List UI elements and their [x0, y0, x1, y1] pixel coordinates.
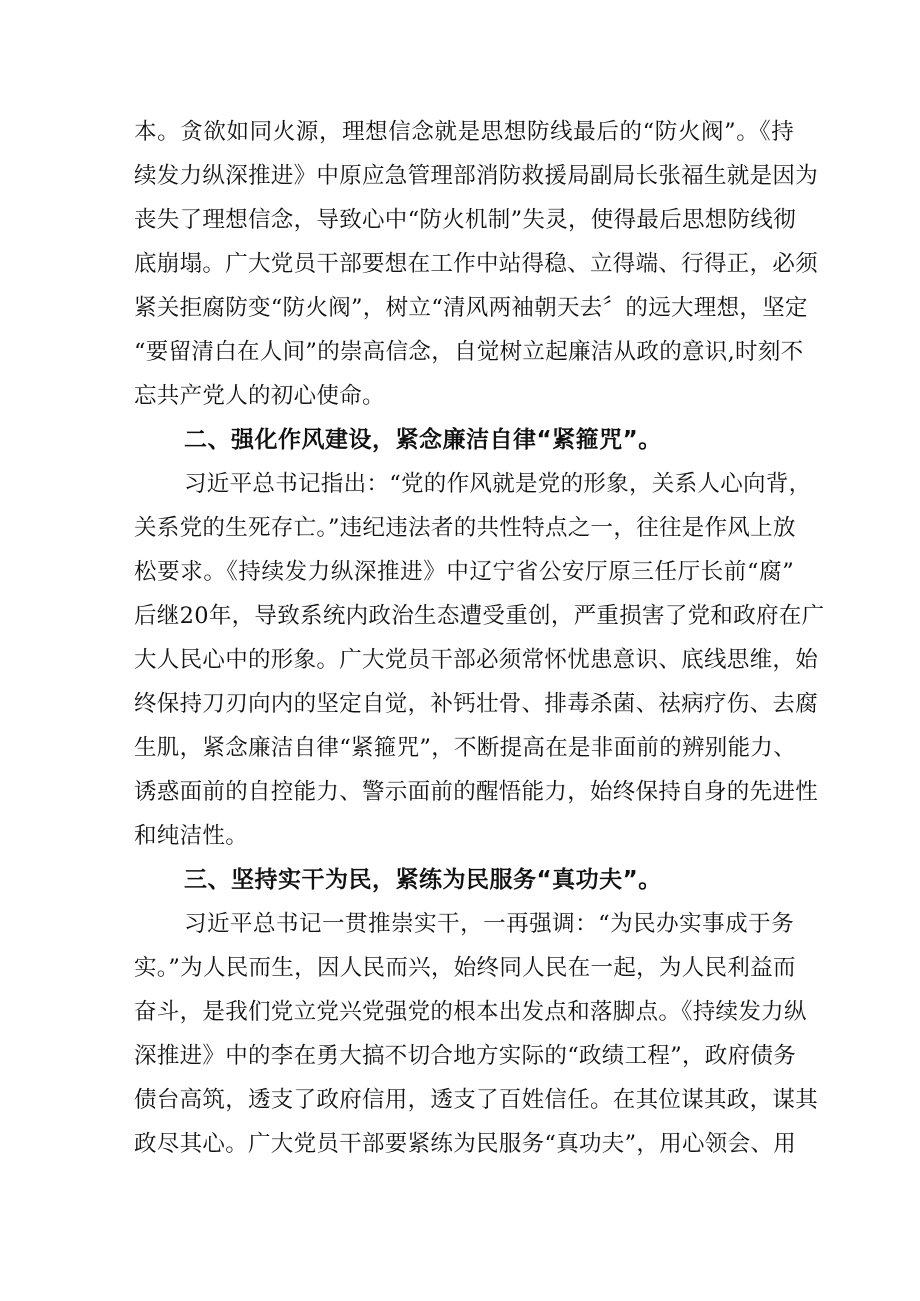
paragraph-1-line: 续发力纵深推进》中原应急管理部消防救援局副局长张福生就是因为	[134, 163, 819, 189]
paragraph-1-line: “要留清白在人间”的崇高信念，自觉树立起廉洁从政的意识,时刻不	[134, 339, 804, 365]
paragraph-1-line: 丧失了理想信念，导致心中“防火机制”失灵，使得最后思想防线彻	[134, 207, 797, 233]
paragraph-3-line: 奋斗，是我们党立党兴党强党的根本出发点和落脚点。《持续发力纵	[134, 999, 807, 1025]
paragraph-1-line: 底崩塌。广大党员干部要想在工作中站得稳、立得端、行得正，必须	[134, 251, 819, 277]
paragraph-3-line: 习近平总书记一贯推崇实干，一再强调：“为民办实事成于务	[184, 911, 794, 937]
paragraph-2-line: 和纯洁性。	[134, 823, 249, 849]
paragraph-2-line: 松要求。《持续发力纵深推进》中辽宁省公安厅原三任厅长前“腐”	[134, 559, 794, 585]
paragraph-1-line: 忘共产党人的初心使命。	[134, 383, 385, 409]
paragraph-2-line: 习近平总书记指出：“党的作风就是党的形象，关系人心向背，	[184, 471, 812, 497]
paragraph-3-line: 债台高筑，透支了政府信用，透支了百姓信任。在其位谋其政，谋其	[134, 1087, 819, 1113]
paragraph-2-line: 生肌，紧念廉洁自律“紧箍咒”，不断提高在是非面前的辨别能力、	[134, 735, 797, 761]
paragraph-2-line: 终保持刀刃向内的坚定自觉，补钙壮骨、排毒杀菌、祛病疗伤、去腐	[134, 691, 819, 717]
paragraph-3-line: 政尽其心。广大党员干部要紧练为民服务“真功夫”，用心领会、用	[134, 1131, 797, 1157]
section-heading-3: 三、坚持实干为民，紧练为民服务“真功夫”。	[184, 867, 662, 893]
paragraph-3-line: 深推进》中的李在勇大搞不切合地方实际的“政绩工程”，政府债务	[134, 1043, 797, 1069]
paragraph-2-line: 大人民心中的形象。广大党员干部必须常怀忧患意识、底线思维，始	[134, 647, 819, 673]
paragraph-1-line: 本。贪欲如同火源，理想信念就是思想防线最后的“防火阀”。《持	[134, 119, 794, 145]
paragraph-2-line: 后继20年，导致系统内政治生态遭受重创，严重损害了党和政府在广	[134, 603, 825, 629]
paragraph-1-line: 紧关拒腐防变“防火阀”，树立“清风两袖朝天去〞的远大理想，坚定	[134, 295, 808, 321]
paragraph-2-line: 关系党的生死存亡。”违纪违法者的共性特点之一，往往是作风上放	[134, 515, 796, 541]
paragraph-2-line: 诱惑面前的自控能力、警示面前的醒悟能力，始终保持自身的先进性	[134, 779, 819, 805]
section-heading-2: 二、强化作风建设，紧念廉洁自律“紧箍咒”。	[184, 427, 662, 453]
paragraph-3-line: 实。”为人民而生，因人民而兴，始终同人民在一起，为人民利益而	[134, 955, 796, 981]
